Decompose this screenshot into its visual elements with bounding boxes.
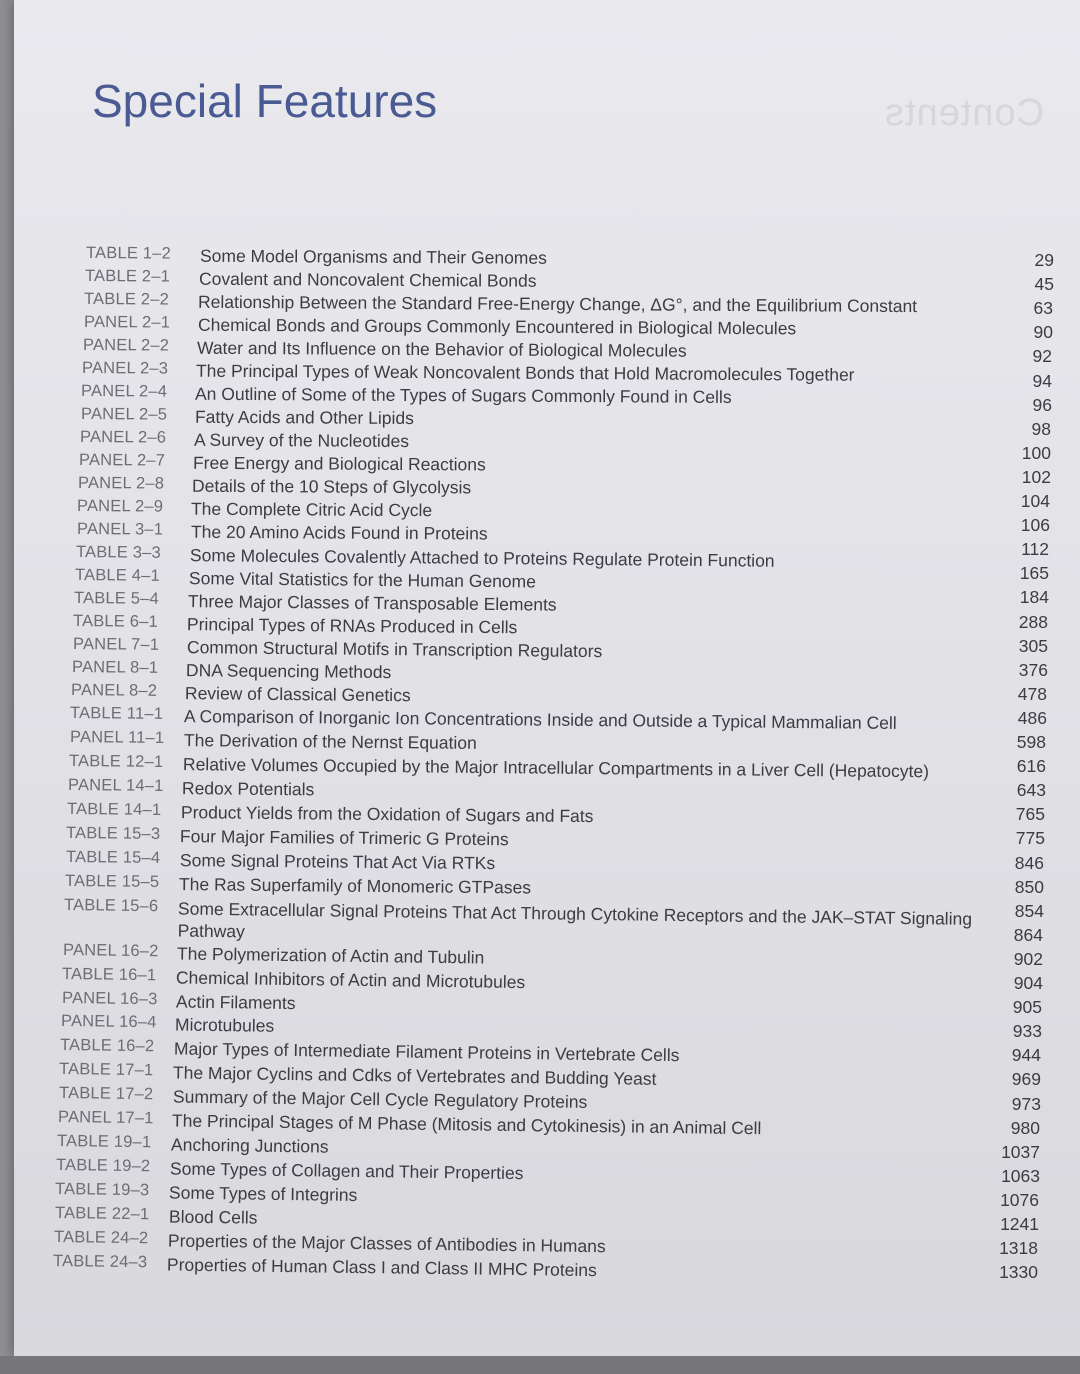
feature-label: TABLE 16–2 — [59, 1036, 155, 1056]
feature-label: PANEL 16–3 — [61, 989, 158, 1009]
page-number: 969 — [1011, 1069, 1041, 1090]
feature-title: Relationship Between the Standard Free-Energy Change, ΔG°, and the Equilibrium Constant — [197, 291, 918, 317]
feature-title: Details of the 10 Steps of Glycolysis — [191, 475, 472, 498]
feature-title: Some Types of Collagen and Their Properties — [169, 1158, 524, 1184]
page-number: 376 — [1018, 659, 1048, 680]
feature-title: Redox Potentials — [181, 778, 315, 800]
feature-title: Some Signal Proteins That Act Via RTKs — [179, 850, 496, 874]
feature-label: TABLE 2–2 — [83, 290, 170, 309]
feature-label: PANEL 3–1 — [76, 520, 164, 539]
page-number: 765 — [1015, 804, 1045, 825]
feature-title: Some Vital Statistics for the Human Genome — [188, 568, 536, 592]
page-number: 854 — [1014, 900, 1044, 921]
feature-title: Properties of Human Class I and Class II MHC Proteins — [166, 1254, 597, 1281]
feature-label: TABLE 17–2 — [58, 1084, 154, 1104]
page-number: 45 — [1034, 274, 1054, 295]
page-number: 106 — [1020, 515, 1050, 536]
page-number: 902 — [1013, 948, 1043, 969]
feature-title: Major Types of Intermediate Filament Proteins in Vertebrate Cells — [173, 1038, 680, 1066]
feature-title: Common Structural Motifs in Transcription Regulators — [186, 637, 603, 662]
feature-title: Anchoring Junctions — [170, 1134, 329, 1157]
feature-title: Chemical Inhibitors of Actin and Microtubules — [175, 967, 526, 993]
feature-label: TABLE 19–1 — [56, 1132, 152, 1152]
feature-title: Actin Filaments — [175, 991, 296, 1014]
page-number: 1330 — [999, 1262, 1038, 1283]
feature-title: DNA Sequencing Methods — [185, 660, 392, 683]
feature-title: Summary of the Major Cell Cycle Regulatory Proteins — [172, 1086, 588, 1112]
page-number: 1241 — [1000, 1214, 1039, 1234]
feature-title: Properties of the Major Classes of Antibodies in Humans — [167, 1230, 606, 1257]
feature-label: TABLE 17–1 — [58, 1060, 154, 1080]
page-number: 973 — [1011, 1093, 1041, 1114]
feature-title: Free Energy and Biological Reactions — [192, 452, 486, 475]
feature-title: Chemical Bonds and Groups Commonly Encountered in Biological Molecules — [197, 314, 797, 339]
page-number: 104 — [1020, 491, 1050, 511]
feature-title: A Comparison of Inorganic Ion Concentrations Inside and Outside a Typical Mammalian Cell — [183, 706, 897, 733]
feature-label: PANEL 17–1 — [57, 1108, 154, 1128]
feature-label: PANEL 2–7 — [78, 451, 166, 470]
page-number: 643 — [1016, 780, 1046, 801]
page-number: 92 — [1032, 346, 1052, 367]
feature-label: PANEL 2–4 — [80, 382, 168, 401]
page-number: 112 — [1021, 539, 1049, 560]
feature-label: PANEL 11–1 — [69, 728, 165, 747]
feature-label: TABLE 11–1 — [69, 704, 164, 723]
feature-title: Principal Types of RNAs Produced in Cells — [186, 614, 518, 638]
page-number: 486 — [1017, 707, 1047, 728]
feature-label: TABLE 15–3 — [65, 824, 161, 843]
page-number: 905 — [1012, 997, 1042, 1018]
feature-label: PANEL 8–1 — [71, 658, 159, 677]
feature-label: TABLE 15–5 — [64, 872, 160, 891]
page-number-column — [14, 0, 1080, 1356]
feature-label: TABLE 19–3 — [54, 1180, 150, 1200]
feature-title: Water and Its Influence on the Behavior of Biological Molecules — [196, 337, 687, 361]
feature-label: PANEL 8–2 — [70, 681, 158, 700]
feature-title: Some Extracellular Signal Proteins That Act Through Cytokine Receptors and the JAK–STAT Signaling Pathway — [177, 898, 973, 942]
feature-title: The Principal Types of Weak Noncovalent Bonds that Hold Macromolecules Together — [195, 360, 855, 385]
page-number: 96 — [1032, 394, 1052, 415]
feature-title: The 20 Amino Acids Found in Proteins — [190, 521, 488, 544]
feature-title: Blood Cells — [168, 1206, 258, 1228]
page-number: 944 — [1011, 1045, 1041, 1066]
feature-title: The Principal Stages of M Phase (Mitosis and Cytokinesis) in an Animal Cell — [171, 1110, 762, 1139]
feature-title: Relative Volumes Occupied by the Major Intracellular Compartments in a Liver Cell (Hepatocyte) — [182, 754, 930, 782]
page-number: 846 — [1014, 852, 1044, 873]
feature-title: An Outline of Some of the Types of Sugars Commonly Found in Cells — [194, 383, 732, 407]
page-number: 288 — [1018, 611, 1048, 632]
page-number: 29 — [1034, 250, 1054, 270]
feature-label: TABLE 15–4 — [65, 848, 161, 867]
feature-label: PANEL 16–4 — [60, 1012, 157, 1032]
feature-label: PANEL 2–3 — [81, 359, 169, 378]
feature-title: Three Major Classes of Transposable Elements — [187, 591, 557, 615]
page-number: 1318 — [999, 1238, 1038, 1259]
feature-title: Some Molecules Covalently Attached to Proteins Regulate Protein Function — [189, 545, 775, 571]
feature-label: PANEL 16–2 — [62, 941, 159, 961]
feature-title: Covalent and Noncovalent Chemical Bonds — [198, 268, 537, 291]
feature-label: TABLE 6–1 — [72, 612, 159, 631]
page-number: 980 — [1010, 1117, 1040, 1138]
page-title: Special Features — [92, 75, 438, 127]
page-number: 94 — [1032, 370, 1052, 391]
show-through-text: Contents — [884, 92, 1045, 134]
feature-title: Review of Classical Genetics — [184, 683, 411, 706]
page-number: 864 — [1013, 924, 1043, 945]
page-number: 933 — [1012, 1021, 1042, 1042]
page-number: 1037 — [1001, 1141, 1040, 1162]
feature-label: TABLE 3–3 — [75, 543, 162, 562]
feature-title: Four Major Families of Trimeric G Proteins — [179, 826, 509, 850]
page-edge — [0, 1356, 1080, 1374]
feature-label: TABLE 14–1 — [66, 800, 162, 819]
page-number: 850 — [1014, 876, 1044, 897]
feature-title: The Derivation of the Nernst Equation — [183, 730, 477, 753]
feature-label: TABLE 15–6 — [63, 896, 159, 916]
feature-label: TABLE 12–1 — [68, 752, 164, 771]
page-number: 478 — [1017, 683, 1047, 704]
page-number: 90 — [1033, 322, 1053, 343]
page-number: 98 — [1031, 418, 1051, 439]
page-number: 1063 — [1001, 1165, 1040, 1186]
feature-label: TABLE 24–3 — [52, 1252, 148, 1272]
feature-title: Some Types of Integrins — [168, 1182, 358, 1205]
feature-label: TABLE 16–1 — [61, 965, 157, 985]
page-number: 904 — [1013, 973, 1043, 993]
feature-label: TABLE 19–2 — [55, 1156, 151, 1176]
feature-label: TABLE 5–4 — [73, 589, 160, 608]
feature-label: PANEL 14–1 — [67, 776, 164, 795]
feature-title: The Polymerization of Actin and Tubulin — [176, 943, 485, 968]
feature-label: TABLE 22–1 — [54, 1204, 150, 1224]
feature-title: The Ras Superfamily of Monomeric GTPases — [178, 874, 532, 898]
book-page — [14, 0, 1080, 1356]
feature-title: Fatty Acids and Other Lipids — [194, 406, 414, 429]
feature-label: TABLE 1–2 — [85, 244, 172, 263]
page-number: 775 — [1015, 828, 1045, 849]
page-number: 184 — [1019, 587, 1049, 608]
feature-label: PANEL 2–1 — [83, 313, 171, 332]
page-number: 100 — [1021, 442, 1051, 463]
feature-title: The Major Cyclins and Cdks of Vertebrates and Budding Yeast — [172, 1062, 657, 1089]
feature-label: PANEL 2–2 — [82, 336, 170, 355]
feature-label: TABLE 4–1 — [74, 566, 161, 585]
page-number: 63 — [1033, 298, 1053, 319]
feature-title: The Complete Citric Acid Cycle — [190, 498, 433, 521]
feature-title: Product Yields from the Oxidation of Sugars and Fats — [180, 802, 594, 827]
feature-label: TABLE 24–2 — [53, 1228, 149, 1248]
feature-label: TABLE 2–1 — [84, 267, 171, 286]
feature-title: Microtubules — [174, 1014, 275, 1036]
feature-label: PANEL 2–5 — [80, 405, 168, 424]
page-number: 102 — [1021, 466, 1051, 487]
page-number: 598 — [1016, 732, 1046, 752]
feature-label: PANEL 7–1 — [72, 635, 160, 654]
page-number: 305 — [1018, 635, 1048, 656]
feature-label: PANEL 2–8 — [77, 474, 165, 493]
page-number: 616 — [1016, 756, 1046, 777]
feature-title: Some Model Organisms and Their Genomes — [199, 245, 547, 268]
page-number: 165 — [1019, 563, 1049, 584]
feature-label: PANEL 2–6 — [79, 428, 167, 447]
page-number: 1076 — [1000, 1189, 1039, 1210]
feature-label: PANEL 2–9 — [76, 497, 164, 516]
feature-title: A Survey of the Nucleotides — [193, 429, 410, 452]
